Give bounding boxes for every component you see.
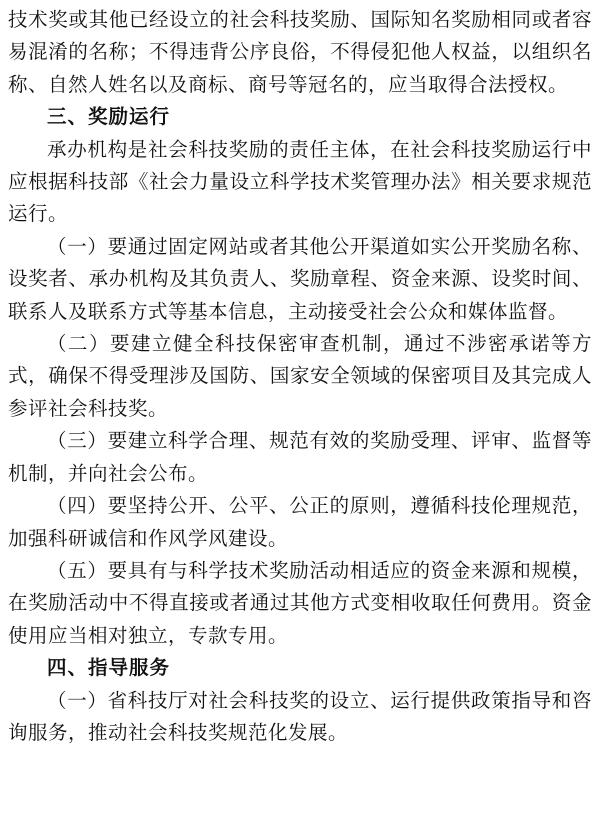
paragraph-item-5-funding: （五）要具有与科学技术奖励活动相适应的资金来源和规模，在奖励活动中不得直接或者通过其他方式变相收取任何费用。资金使用应当相对独立，专款专用。 xyxy=(8,558,592,647)
section-heading-guidance-services: 四、指导服务 xyxy=(47,656,171,680)
paragraph-item-1-public-disclosure: （一）要通过固定网站或者其他公开渠道如实公开奖励名称、设奖者、承办机构及其负责人、奖励章程、资金来源、设奖时间、联系人及联系方式等基本信息，主动接受社会公众和媒体监督。 xyxy=(8,234,592,323)
paragraph-item-3-review-mechanism: （三）要建立科学合理、规范有效的奖励受理、评审、监督等机制，并向社会公布。 xyxy=(8,429,592,485)
paragraph-organizer-responsibility: 承办机构是社会科技奖励的责任主体，在社会科技奖励运行中应根据科技部《社会力量设立科学技术奖管理办法》相关要求规范运行。 xyxy=(8,137,592,226)
section-heading-award-operation: 三、奖励运行 xyxy=(47,105,171,129)
paragraph-guidance-item-1: （一）省科技厅对社会科技奖的设立、运行提供政策指导和咨询服务，推动社会科技奖规范化发展。 xyxy=(8,688,592,744)
paragraph-continued-naming-rules: 技术奖或其他已经设立的社会科技奖励、国际知名奖励相同或者容易混淆的名称；不得违背公序良俗，不得侵犯他人权益，以组织名称、自然人姓名以及商标、商号等冠名的，应当取得合法授权。 xyxy=(8,8,592,96)
paragraph-item-2-confidentiality: （二）要建立健全科技保密审查机制，通过不涉密承诺等方式，确保不得受理涉及国防、国家安全领域的保密项目及其完成人参评社会科技奖。 xyxy=(8,332,592,420)
paragraph-item-4-principles: （四）要坚持公开、公平、公正的原则，遵循科技伦理规范，加强科研诚信和作风学风建设。 xyxy=(8,494,592,550)
